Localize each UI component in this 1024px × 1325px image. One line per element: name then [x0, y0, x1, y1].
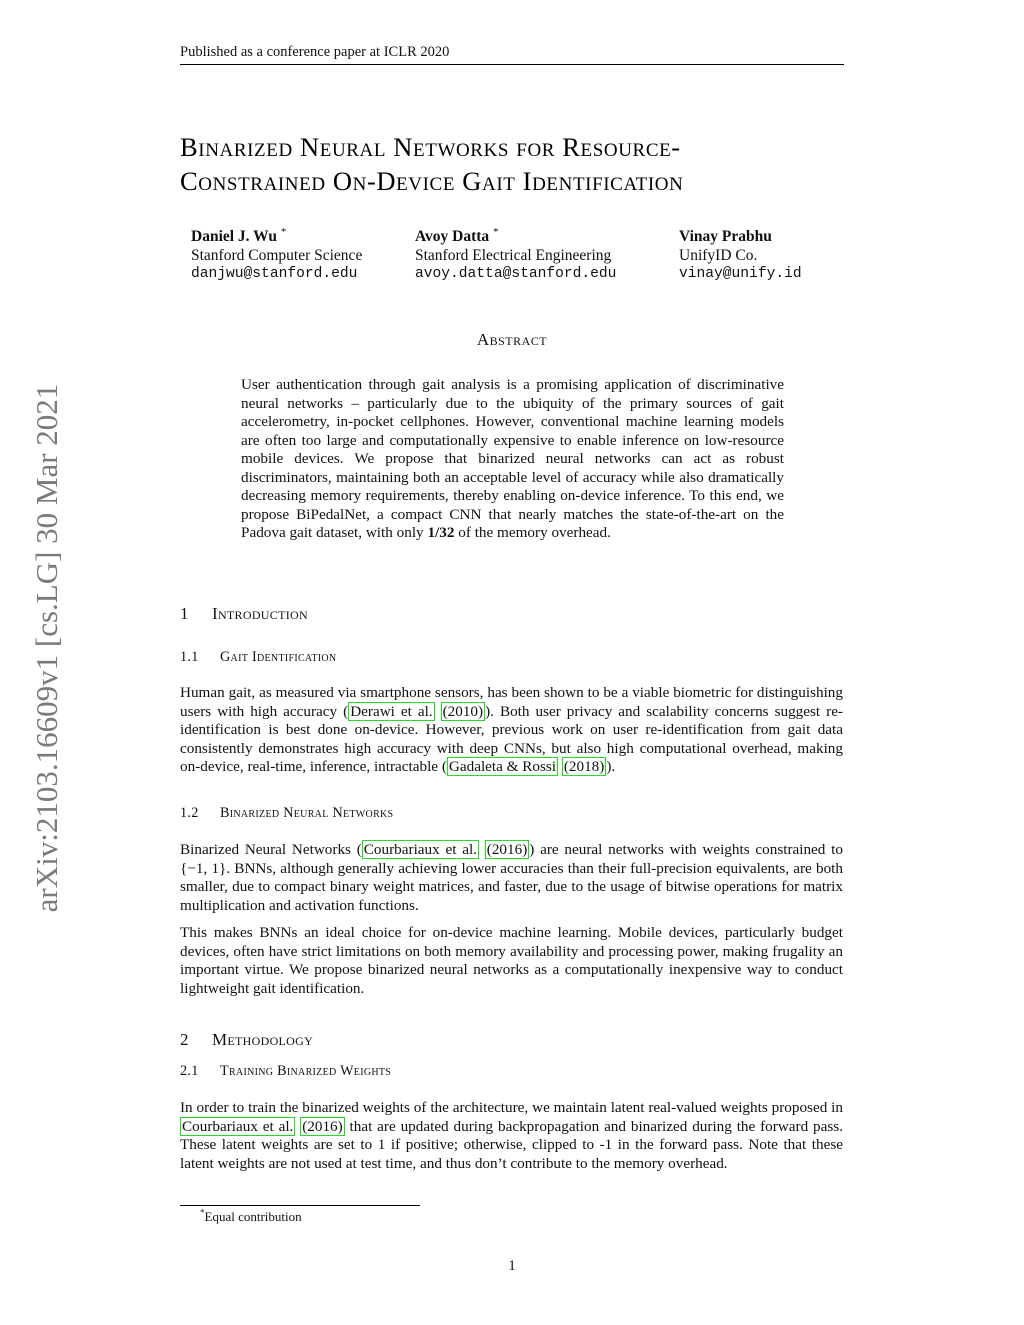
author-name: Daniel J. Wu: [191, 228, 277, 245]
author-mark: *: [280, 225, 287, 238]
author-affiliation: Stanford Electrical Engineering: [415, 247, 612, 264]
abstract-heading: Abstract: [476, 330, 548, 349]
citation-year-link[interactable]: (2016): [486, 841, 528, 858]
paper-title: [180, 130, 850, 198]
abstract-text: User authentication through gait analysis is a promising application of discriminative neural networks – particularly due to the ubiquity of the primary sources of gait accelerometry, in-pocket cellphones. However, conventional machine learning models are often too large and computationally expensive to enable inference on low-resource mobile devices. We propose that binarized neural networks can act as robust discriminators, maintaining both an acceptable level of accuracy while also dramatically decreasing memory requirements, thereby enabling on-device inference. To this end, we propose BiPedalNet, a compact CNN that nearly matches the state-of-the-art on the Padova gait dataset, with only: [241, 376, 784, 541]
author-2: [415, 227, 616, 284]
author-mark: *: [493, 225, 499, 238]
text: Human gait, as measured via smartphone sensors, has been shown to be a viable biometric for distinguishing users with high accuracy (: [180, 684, 843, 720]
citation-year-link[interactable]: (2018): [563, 758, 605, 775]
subsection-number: 1.1: [180, 649, 199, 665]
section-heading-introduction: [180, 604, 308, 624]
citation-link[interactable]: Courbariaux et al.: [182, 1117, 294, 1135]
footnote-text: Equal contribution: [204, 1209, 302, 1224]
text: In order to train the binarized weights of the architecture, we maintain latent real-valued weights proposed in: [180, 1099, 843, 1116]
paragraph-training: [180, 1099, 843, 1173]
section-number: 2: [180, 1030, 189, 1049]
author-name: Avoy Datta: [415, 228, 490, 245]
section-number: 1: [180, 604, 189, 623]
text: that are updated during backpropagation and binarized during the forward pass. These latent weights are set to 1 if positive; otherwise, clipped to -1 in the forward pass. Note that these latent weights are not used at test time, and thus don’t contribute to the memory overhead.: [180, 1117, 843, 1172]
abstract-bold: 1/32: [427, 524, 455, 541]
subsection-heading-training: [180, 1063, 391, 1080]
subsection-title: Gait Identification: [220, 649, 337, 665]
paragraph-bnn-1: [180, 841, 843, 915]
author-name: Vinay Prabhu: [679, 228, 772, 245]
author-affiliation: Stanford Computer Science: [191, 247, 363, 264]
citation-link[interactable]: Derawi et al.: [350, 702, 433, 720]
abstract-text-end: of the memory overhead.: [454, 524, 611, 541]
footnote-divider: [180, 1205, 420, 1206]
section-heading-methodology: [180, 1030, 313, 1050]
arxiv-stamp[interactable]: arXiv:2103.16609v1 [cs.LG] 30 Mar 2021: [29, 383, 64, 913]
citation-link[interactable]: Gadaleta & Rossi: [448, 758, 557, 775]
running-header: Published as a conference paper at ICLR 2020: [180, 44, 844, 65]
paragraph-gait: [180, 684, 843, 777]
text: ). Both user privacy and scalability concerns suggest re-identification is best done on-device. However, previous work on user re-identification from gait data consistently demonstrates high accuracy with deep CNNs, but also high computational overhead, making on-device, real-time, inference, intractable (: [180, 702, 843, 775]
paragraph-bnn-2: This makes BNNs an ideal choice for on-device machine learning. Mobile devices, particularly budget devices, often have strict limitations on both memory availability and processing power, making frugality an important virtue. We propose binarized neural networks as a computationally inexpensive way to conduct lightweight gait identification.: [180, 924, 843, 997]
footnote-mark: *: [200, 1207, 205, 1218]
section-title: Methodology: [212, 1030, 314, 1049]
author-email[interactable]: danjwu@stanford.edu: [191, 266, 358, 282]
author-affiliation: UnifyID Co.: [679, 247, 758, 264]
author-1: [191, 227, 362, 284]
subsection-title: Training Binarized Weights: [220, 1063, 392, 1079]
author-3: [679, 227, 802, 284]
subsection-number: 1.2: [180, 805, 199, 821]
text: ).: [606, 758, 616, 775]
footnote: [200, 1209, 302, 1225]
page-number: 1: [508, 1258, 516, 1274]
citation-year-link[interactable]: (2010): [442, 702, 484, 720]
text: [435, 703, 441, 720]
text: ) are neural networks with weights constrained to {−1, 1}. BNNs, although generally achieving lower accuracies than their full-precision equivalents, are both smaller, due to compact binary weight matrices, and faster, due to the usage of bitwise operations for matrix multiplication and activation functions.: [180, 841, 843, 914]
citation-link[interactable]: Courbariaux et al.: [363, 841, 477, 858]
subsection-number: 2.1: [180, 1063, 199, 1079]
section-title: Introduction: [212, 604, 308, 623]
author-email[interactable]: avoy.datta@stanford.edu: [415, 266, 617, 282]
text: Binarized Neural Networks (: [180, 841, 362, 858]
subsection-heading-gait: [180, 649, 336, 666]
citation-year-link[interactable]: (2016): [302, 1117, 343, 1135]
text: [479, 841, 485, 858]
abstract-body: [241, 376, 784, 543]
subsection-heading-bnn: [180, 805, 393, 822]
author-email[interactable]: vinay@unify.id: [679, 266, 802, 282]
title-line-2: Constrained On-Device Gait Identification: [180, 166, 684, 196]
subsection-title: Binarized Neural Networks: [220, 805, 394, 821]
title-line-1: Binarized Neural Networks for Resource-: [180, 132, 681, 162]
